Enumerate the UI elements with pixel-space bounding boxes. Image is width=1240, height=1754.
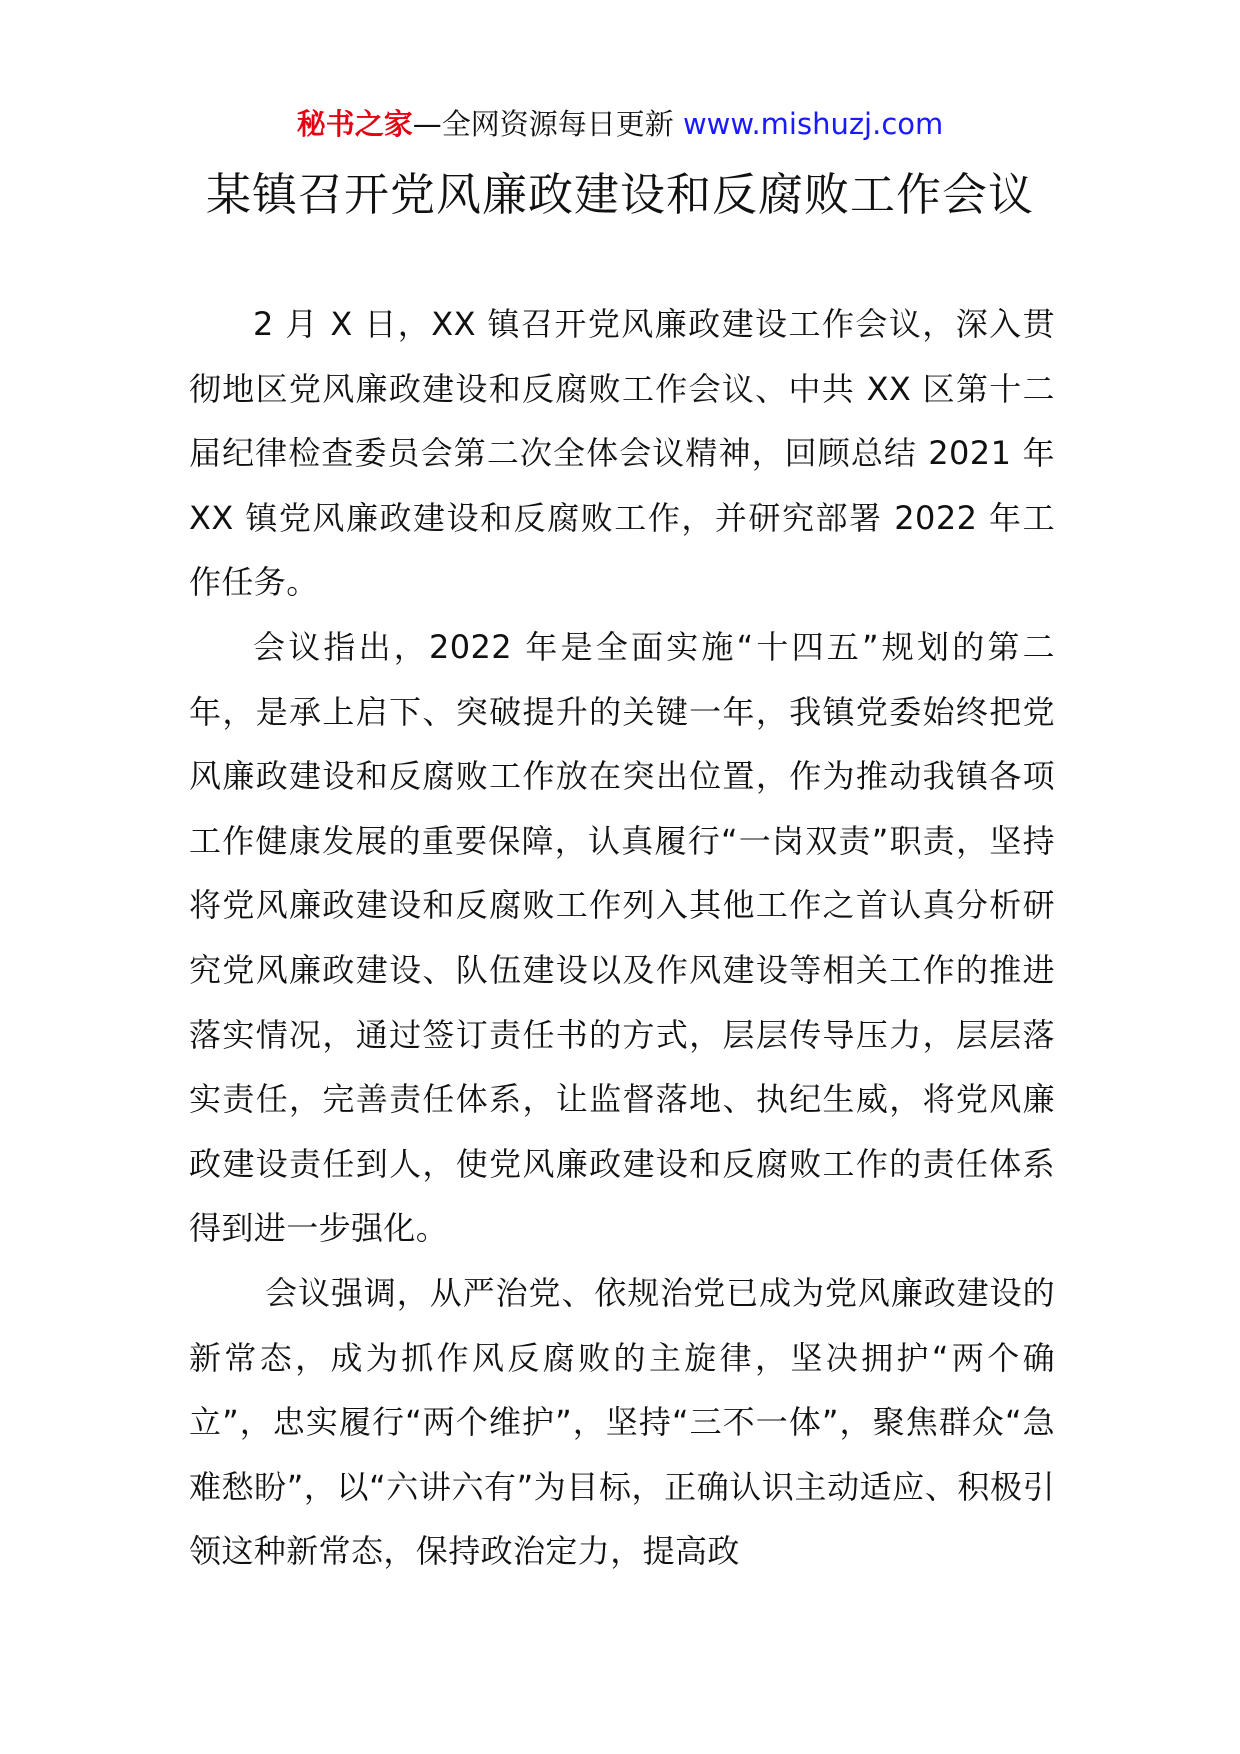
header-tagline: —全网资源每日更新 [412,107,683,141]
site-url[interactable]: www.mishuzj.com [682,107,944,141]
document-body [189,292,1055,1584]
brand-name: 秘书之家 [296,107,413,141]
site-header [0,104,1240,144]
paragraph-2: 会议指出，2022 年是全面实施“十四五”规划的第二年，是承上启下、突破提升的关键一年，我镇党委始终把党风廉政建设和反腐败工作放在突出位置，作为推动我镇各项工作健康发展的重要保障，认真履行“一岗双责”职责，坚持将党风廉政建设和反腐败工作列入其他工作之首认真分析研究党风廉政建设、队伍建设以及作风建设等相关工作的推进落实情况，通过签订责任书的方式，层层传导压力，层层落实责任，完善责任体系，让监督落地、执纪生威，将党风廉政建设责任到人，使党风廉政建设和反腐败工作的责任体系得到进一步强化。 [189,627,1055,1248]
paragraph-3: 会议强调，从严治党、依规治党已成为党风廉政建设的新常态，成为抓作风反腐败的主旋律，坚决拥护“两个确立”，忠实履行“两个维护”，坚持“三不一体”，聚焦群众“急难愁盼”，以“六讲六有”为目标，正确认识主动适应、积极引领这种新常态，保持政治定力，提高政 [189,1273,1055,1571]
document-title: 某镇召开党风廉政建设和反腐败工作会议 [205,168,1034,221]
paragraph-1: 2 月 X 日，XX 镇召开党风廉政建设工作会议，深入贯彻地区党风廉政建设和反腐败工作会议、中共 XX 区第十二届纪律检查委员会第二次全体会议精神，回顾总结 2021 年 XX 镇党风廉政建设和反腐败工作，并研究部署 2022 年工作任务。 [189,305,1055,602]
